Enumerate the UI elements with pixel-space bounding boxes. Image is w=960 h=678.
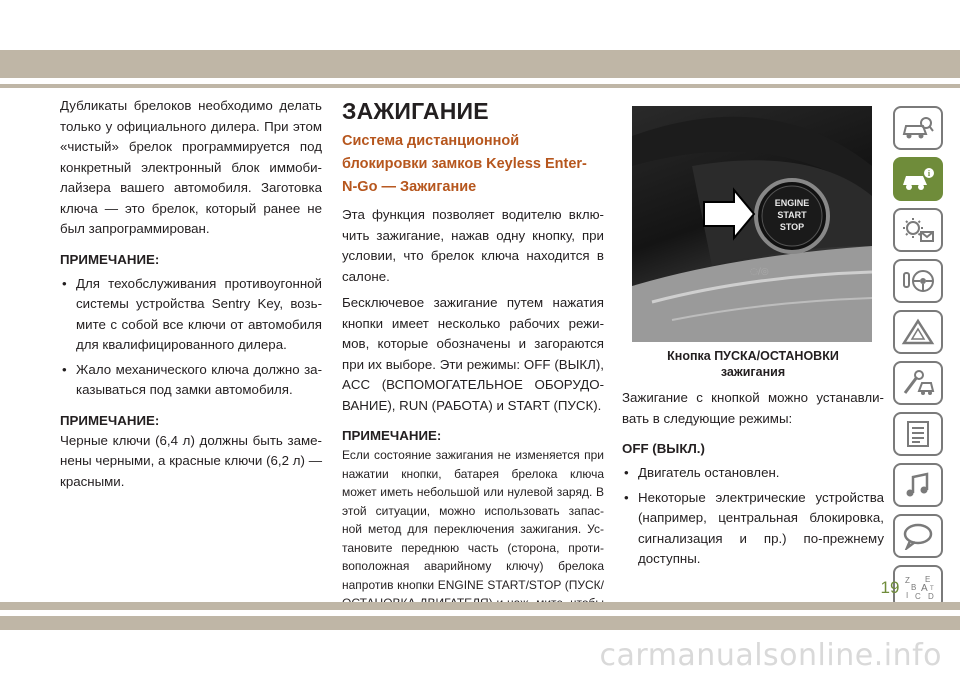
page-number: 19	[880, 578, 900, 597]
note-title: ПРИМЕЧАНИЕ:	[60, 251, 160, 267]
speech-bubble-icon	[901, 522, 935, 550]
tab-maintenance[interactable]	[893, 361, 943, 405]
svg-text:i: i	[927, 169, 931, 178]
header-line	[0, 84, 960, 88]
caption-line: зажигания	[720, 365, 786, 379]
tab-car-search[interactable]	[893, 106, 943, 150]
car-search-icon	[901, 114, 935, 142]
mode-bullet: • Некоторые электрические устройства (например, центральная блокировка, сигнализация и пр.) по-прежнему доступны.	[622, 488, 884, 570]
footer-band	[0, 602, 960, 610]
music-icon	[901, 471, 935, 499]
note-title: ПРИМЕЧАНИЕ:	[60, 412, 160, 428]
index-letter: C	[915, 592, 921, 601]
tab-multimedia[interactable]	[893, 463, 943, 507]
warning-triangle-icon	[901, 318, 935, 346]
header-area	[0, 0, 960, 52]
watermark-text: carmanualsonline.info	[599, 638, 942, 673]
note-bullet: • Жало механического ключа должно за- казываться под замки автомобиля.	[60, 360, 322, 401]
car-info-icon	[901, 165, 935, 193]
steering-wheel-icon	[901, 267, 935, 295]
section-heading: ЗАЖИГАНИЕ	[342, 98, 489, 124]
index-letter: Z	[905, 576, 910, 585]
button-label-start: START	[777, 210, 807, 220]
svg-text:◌/◎: ◌/◎	[750, 267, 769, 277]
tab-car-info[interactable]	[893, 157, 943, 201]
note-paragraph: Если состояние зажигания не изменяется при нажатии кнопки, батарея брелока ключа может иметь небольшой или нулевой заряд. В этой ситуации, можно использовать запас- ной метод для переключения зажигания. Ус- тановите переднюю часть (сторона, проти- воположная аварийному ключу) брелока напротив кнопки ENGINE START/STOP (ПУСК/	[342, 448, 604, 592]
column-right	[622, 100, 884, 570]
wrench-car-icon	[901, 369, 935, 397]
index-letter: T	[930, 586, 934, 592]
chapter-tabs	[893, 106, 943, 616]
mode-title: OFF (ВЫКЛ.)	[622, 441, 705, 456]
tab-specifications[interactable]	[893, 412, 943, 456]
column-middle	[342, 96, 604, 631]
ignition-button-photo	[632, 106, 872, 342]
photo-caption	[622, 348, 884, 380]
checklist-icon	[901, 420, 935, 448]
warning-light-icon	[901, 216, 935, 244]
index-letter: B	[911, 583, 917, 592]
section-subheading: Система дистанционной блокировки замков Keyless Enter- N-Go — Зажигание	[342, 133, 587, 195]
note-title: ПРИМЕЧАНИЕ:	[342, 428, 442, 443]
watermark	[0, 638, 960, 673]
button-label-engine: ENGINE	[774, 198, 810, 208]
column-left	[60, 96, 322, 492]
note-paragraph: Черные ключи (6,4 л) должны быть заме- нены черными, а красные ключи (6,2 л) — красными.	[60, 432, 322, 489]
index-letter: D	[928, 592, 934, 601]
index-letter: E	[925, 575, 931, 584]
header-band	[0, 50, 960, 78]
paragraph: Зажигание с кнопкой можно устанавли- вать в следующие режимы:	[622, 390, 884, 426]
index-letter: A	[921, 583, 928, 594]
note-bullet: • Для техобслуживания противоугонной системы устройства Sentry Key, возь- мите с собой все ключи от автомобиля для квалифицированного дилера.	[60, 274, 322, 356]
button-label-stop: STOP	[779, 222, 805, 232]
intro-paragraph: Дубликаты брелоков необходимо делать только у официального дилера. При этом «чистый» брелок программируется под конкретный электронный блок иммоби- лайзера вашего автомобиля. Заготовка ключа — это брелок, который ранее не был запрограммирован.	[60, 98, 322, 236]
footer-band-lower	[0, 616, 960, 630]
tab-warning-lights[interactable]	[893, 208, 943, 252]
paragraph: Эта функция позволяет водителю вклю- чить зажигание, нажав одну кнопку, при условии, что брелок ключа находится в салоне.	[342, 207, 604, 284]
tab-emergency[interactable]	[893, 310, 943, 354]
tab-customer-assistance[interactable]	[893, 514, 943, 558]
photo-illustration	[632, 106, 872, 342]
caption-line: Кнопка ПУСКА/ОСТАНОВКИ	[667, 349, 839, 363]
tab-steering[interactable]	[893, 259, 943, 303]
index-letter: I	[906, 591, 909, 600]
paragraph: Бесключевое зажигание путем нажатия кнопки имеет несколько рабочих режи- мов, которые обозначены и загораются при их выборе. Эти режимы: OFF (ВЫКЛ), ACC (ВСПОМОГАТЕЛЬНОЕ ОБОРУДО- ВАНИЕ), RUN (РАБОТА) и START (ПУСК).	[342, 295, 604, 413]
mode-bullet: • Двигатель остановлен.	[622, 463, 884, 484]
